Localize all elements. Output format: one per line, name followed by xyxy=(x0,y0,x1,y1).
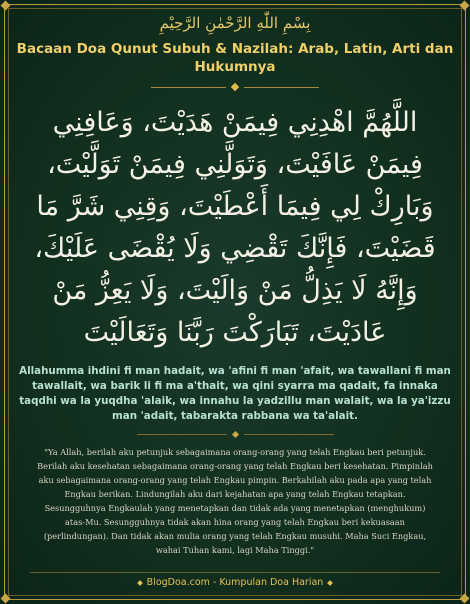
divider-line xyxy=(151,87,226,88)
basmalah: بِسْمِ اللّٰهِ الرَّحْمٰنِ الرَّحِيْمِ xyxy=(159,14,311,32)
corner-ornament-bottom-right xyxy=(460,594,470,604)
doa-arabic: اللَّهُمَّ اهْدِنِي فِيمَنْ هَدَيْتَ، وَعَافِنِي فِيمَنْ عَافَيْتَ، وَتَوَلَّنِي فِيمَنْ تَوَلَّيْتَ، وَبَارِكْ لِي فِيمَا أَعْطَيْتَ، وَقِنِي شَرَّ مَا قَضَيْتَ، فَإِنَّكَ تَقْضِي وَلَا يُقْضَى عَلَيْكَ، وَإِنَّهُ لَا يَذِلُّ مَنْ وَالَيْتَ، وَلَا يَعِزُّ مَنْ عَادَيْتَ، تَبَارَكْتَ رَبَّنَا وَتَعَالَيْتَ xyxy=(34,107,436,348)
divider-middle xyxy=(14,432,456,437)
divider-line xyxy=(244,434,334,435)
doa-latin: Allahumma ihdini fi man hadait, wa 'afini fi man 'afait, wa tawallani fi man tawallait, wa barik li fi ma a'thait, wa qini syarra ma qadait, fa innaka taqdhi wa la yuqdha 'alaik, wa innahu la yadzillu man walait, wa la ya'izzu man 'adait, tabarakta rabbana wa ta'alait. xyxy=(19,365,451,422)
diamond-bullet-icon xyxy=(137,580,143,586)
diamond-ornament-icon xyxy=(231,431,238,438)
page-title: Bacaan Doa Qunut Subuh & Nazilah: Arab, Latin, Arti dan Hukumnya xyxy=(16,41,454,75)
divider-line xyxy=(137,434,227,435)
footer xyxy=(0,576,470,590)
footer-text: BlogDoa.com - Kumpulan Doa Harian xyxy=(146,577,324,588)
divider-top xyxy=(14,84,456,90)
divider-line xyxy=(244,87,319,88)
diamond-bullet-icon xyxy=(327,580,333,586)
footer-divider xyxy=(30,572,440,573)
content xyxy=(14,12,456,557)
doa-meaning: "Ya Allah, berilah aku petunjuk sebagaimana orang-orang yang telah Engkau beri petunjuk. Berilah aku kesehatan sebagaimana orang-orang yang telah Engkau beri kesehatan. Pimpinlah aku sebagaimana orang-orang yang telah Engkau pimpin. Berkahilah aku pada apa yang telah Engkau berikan. Lindungilah aku dari kejahatan apa yang telah Engkau tetapkan. Sesungguhnya Engkaulah yang menetapkan dan tidak ada yang menetapkan (menghukum) atas-Mu. Sesungguhnya tidak akan hina orang yang telah Engkau beri kekuasaan (perlindungan). Dan tidak akan mulia orang yang telah Engkau musuhi. Maha Suci Engkau, wahai Tuhan kami, lagi Maha Tinggi." xyxy=(37,447,433,555)
diamond-ornament-icon xyxy=(231,83,239,91)
